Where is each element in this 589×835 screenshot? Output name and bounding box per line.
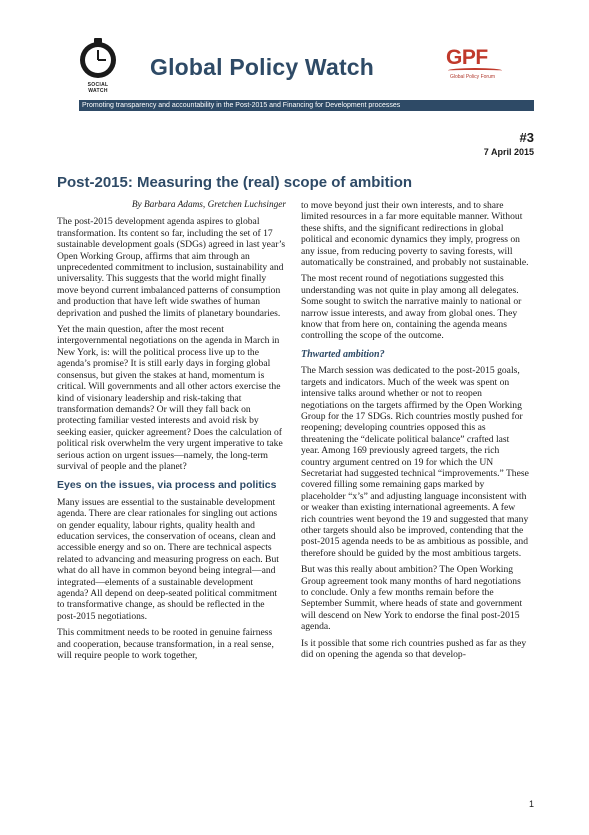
paragraph: to move beyond just their own interests, and to share limited resources in a far more equitable manner. Without these shifts, and the significant redirections in global political and economic dynamics they imply, progress on any issue, from reducing poverty to saving forests, will automatically be constrained, and probably not sustainable. xyxy=(301,200,529,269)
paragraph: The most recent round of negotiations suggested this understanding was not quite in play among all delegates. Some sought to switch the narrative mainly to national or narrow issue interests, and away from global ones. They know that from here on, containing the agenda means controlling the scope of the outcome. xyxy=(301,273,522,342)
section-heading: Eyes on the issues, via process and politics xyxy=(57,479,277,492)
byline: By Barbara Adams, Gretchen Luchsinger xyxy=(131,200,286,210)
paragraph: The March session was dedicated to the post-2015 goals, targets and indicators. Much of the week was spent on intensive talks around whether or not to reopen negotiations on the targets affirmed by the Open Working Group for the 17 SDGs. Rich countries mostly pushed for reopening; developing countries opposed this as threatening the “delicate political balance” crafted last year. Among 169 previously agreed targets, the rich country argument centred on 19 for which the UN Secretariat had suggested technical “improvements.” These covered filling some remaining gaps marked by placeholder “x’s” and adjusting language inconsistent with or weaker than existing international agreements. A few rich countries went beyond the 19 and suggested that many other targets should also be improved, contending that the post-2015 agenda needs to be as ambitious as possible, and therefore should be guided by the most ambitious targets. xyxy=(301,365,529,559)
paragraph: The post-2015 development agenda aspires to global transformation. Its content so far, including the set of 17 sustainable development goals (SDGs) agreed in last year’s Open Working Group, affirms that aim through an unprecedented commitment to inclusion, sustainability and universality. This suggests that the world might finally move beyond current imbalanced patterns of consumption and production that have left wide swathes of human deprivation and pushed the limits of planetary boundaries. xyxy=(57,216,286,319)
paragraph: Yet the main question, after the most recent intergovernmental negotiations on the agenda in March in New York, is: will the political process live up to the agenda’s promise? It is still early days in forging global consensus, but given the stakes at hand, momentum is critical. Will governments and all other actors exercise the kind of visionary leadership and risk-taking that transformation demands? Or will they fall back on protecting familiar vested interests and avoid risk by seeking easier, quicker agreement? Does the calculation of political risk overwhelm the very urgent imperative to take serious action on urgent issues—namely, the long-term survival of people and the planet? xyxy=(57,324,283,472)
masthead xyxy=(0,0,589,112)
gpf-logo xyxy=(446,47,510,87)
gpf-logo-subtitle: Global Policy Forum xyxy=(450,74,496,80)
gpf-logo-arc xyxy=(448,68,502,73)
page-number: 1 xyxy=(529,799,535,809)
gpf-logo-mark: GPF xyxy=(446,46,488,69)
paragraph: But was this really about ambition? The Open Working Group agreement took many months of hard negotiations to conclude. Only a few months remain before the September Summit, where heads of state and government will descend on New York to endorse the final post-2015 agenda. xyxy=(301,564,523,633)
publication-title: Global Policy Watch xyxy=(150,54,375,80)
article-headline: Post-2015: Measuring the (real) scope of ambition xyxy=(57,174,413,191)
left-column xyxy=(57,200,286,666)
social-watch-logo-text: SOCIAL WATCH xyxy=(87,82,109,94)
stopwatch-hand xyxy=(98,59,106,61)
paragraph: Many issues are essential to the sustainable development agenda. There are clear rationales for singling out actions on gender equality, labour rights, quality health and education services, the conservation of oceans, clean and accessible energy and so on. There are technical aspects related to advancing and measuring progress on each. But what do all have in common beyond being integral—and integrated—elements of a sustainable development agenda? All depend on deep-seated political commitment to transformative change, as should be reflected in the post-2015 negotiations. xyxy=(57,496,279,622)
social-watch-logo xyxy=(78,38,118,96)
issue-number: #3 xyxy=(519,130,534,145)
paragraph: Is it possible that some rich countries pushed as far as they did on opening the agenda so that develop- xyxy=(301,637,527,661)
issue-date: 7 April 2015 xyxy=(483,147,534,157)
paragraph: This commitment needs to be rooted in genuine fairness and cooperation, because transformation, in a real sense, will require people to work together, xyxy=(57,627,274,662)
right-column xyxy=(301,200,530,665)
section-heading: Thwarted ambition? xyxy=(301,348,385,360)
tagline: Promoting transparency and accountability in the Post-2015 and Financing for Development processes xyxy=(82,102,401,109)
